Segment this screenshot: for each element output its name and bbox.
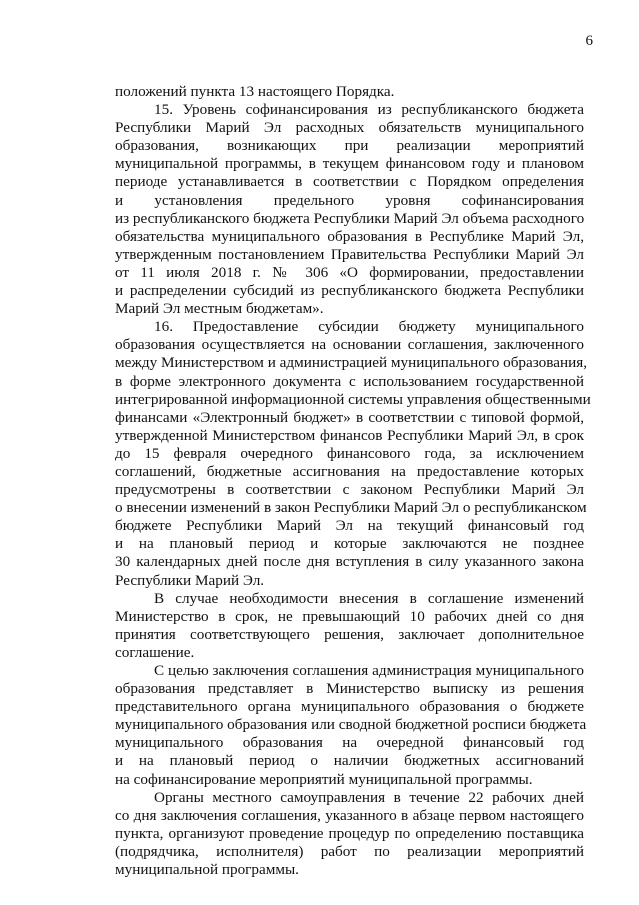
text-line: 16. Предоставление субсидии бюджету муниципального [154,318,584,336]
paragraph-p-changes [115,590,584,662]
paragraph-p-organs [115,789,584,879]
text-line: периоде устанавливается в соответствии с Порядком определения [115,173,584,191]
text-line: интегрированной информационной системы управления общественными [115,390,591,408]
text-line: Органы местного самоуправления в течение 22 рабочих дней [154,788,584,806]
text-line: принятия соответствующего решения, заключает дополнительное [115,625,584,643]
text-line: муниципальной программы, в текущем финансовом году и плановом [115,155,584,173]
text-line: Министерство в срок, не превышающий 10 рабочих дней со дня [115,607,584,625]
text-line: на софинансирование мероприятий муниципальной программы. [115,770,533,788]
text-line: образования, возникающих при реализации мероприятий [115,137,584,155]
text-line: из республиканского бюджета Республики Марий Эл объема расходного [115,209,585,227]
text-line: пункта, организуют проведение процедур по определению поставщика [115,824,584,842]
text-line: образования представляет в Министерство выписку из решения [115,680,584,698]
text-line: предусмотрены в соответствии с законом Республики Марий Эл [115,481,584,499]
text-line: В случае необходимости внесения в соглашение изменений [154,589,584,607]
text-line: бюджете Республики Марий Эл на текущий финансовый год [115,517,584,535]
text-line: положений пункта 13 настоящего Порядка. [115,83,395,100]
page-number: 6 [585,33,593,49]
text-line: Марий Эл местным бюджетам». [115,300,324,318]
text-line: финансами «Электронный бюджет» в соответствии с типовой формой, [115,408,584,426]
paragraph-p-15 [115,101,584,318]
document-body [115,83,591,879]
text-line: Республики Марий Эл. [115,571,265,589]
text-line: утвержденной Министерством финансов Республики Марий Эл, в срок [115,426,584,444]
text-line: образования осуществляется на основании соглашения, заключенного [115,336,584,354]
paragraph-p-continuation [115,83,584,101]
text-line: представительного органа муниципального образования о бюджете [115,698,584,716]
text-line: между Министерством и администрацией муниципального образования, [115,354,588,372]
text-line: (подрядчика, исполнителя) работ по реализации мероприятий [115,842,584,860]
paragraph-p-16 [115,318,591,589]
text-line: 30 календарных дней после дня вступления в силу указанного закона [115,553,584,571]
text-line: Республики Марий Эл расходных обязательств муниципального [115,119,584,137]
text-line: муниципального образования на очередной финансовый год [115,734,584,752]
text-line: муниципальной программы. [115,861,299,879]
text-line: от 11 июля 2018 г. № 306 «О формировании, предоставлении [115,263,584,281]
text-line: до 15 февраля очередного финансового года, за исключением [115,444,584,462]
text-line: муниципального образования или сводной бюджетной росписи бюджета [115,716,587,734]
text-line: 15. Уровень софинансирования из республиканского бюджета [154,101,584,119]
text-line: в форме электронного документа с использованием государственной [115,372,584,390]
text-line: и на плановый период и которые заключаются не позднее [115,535,584,553]
text-line: и установления предельного уровня софинансирования [115,191,584,209]
text-line: и на плановый период о наличии бюджетных ассигнований [115,752,584,770]
text-line: о внесении изменений в закон Республики Марий Эл о республиканском [115,499,587,517]
text-line: соглашение. [115,643,195,661]
text-line: утвержденным постановлением Правительства Республики Марий Эл [115,245,584,263]
text-line: со дня заключения соглашения, указанного в абзаце первом настоящего [115,806,584,824]
paragraph-p-purpose [115,662,587,789]
text-line: С целью заключения соглашения администрация муниципального [154,662,584,679]
text-line: обязательства муниципального образования в Республике Марий Эл, [115,227,584,245]
text-line: и распределении субсидий из республиканского бюджета Республики [115,282,584,300]
text-line: соглашений, бюджетные ассигнования на предоставление которых [115,462,584,480]
